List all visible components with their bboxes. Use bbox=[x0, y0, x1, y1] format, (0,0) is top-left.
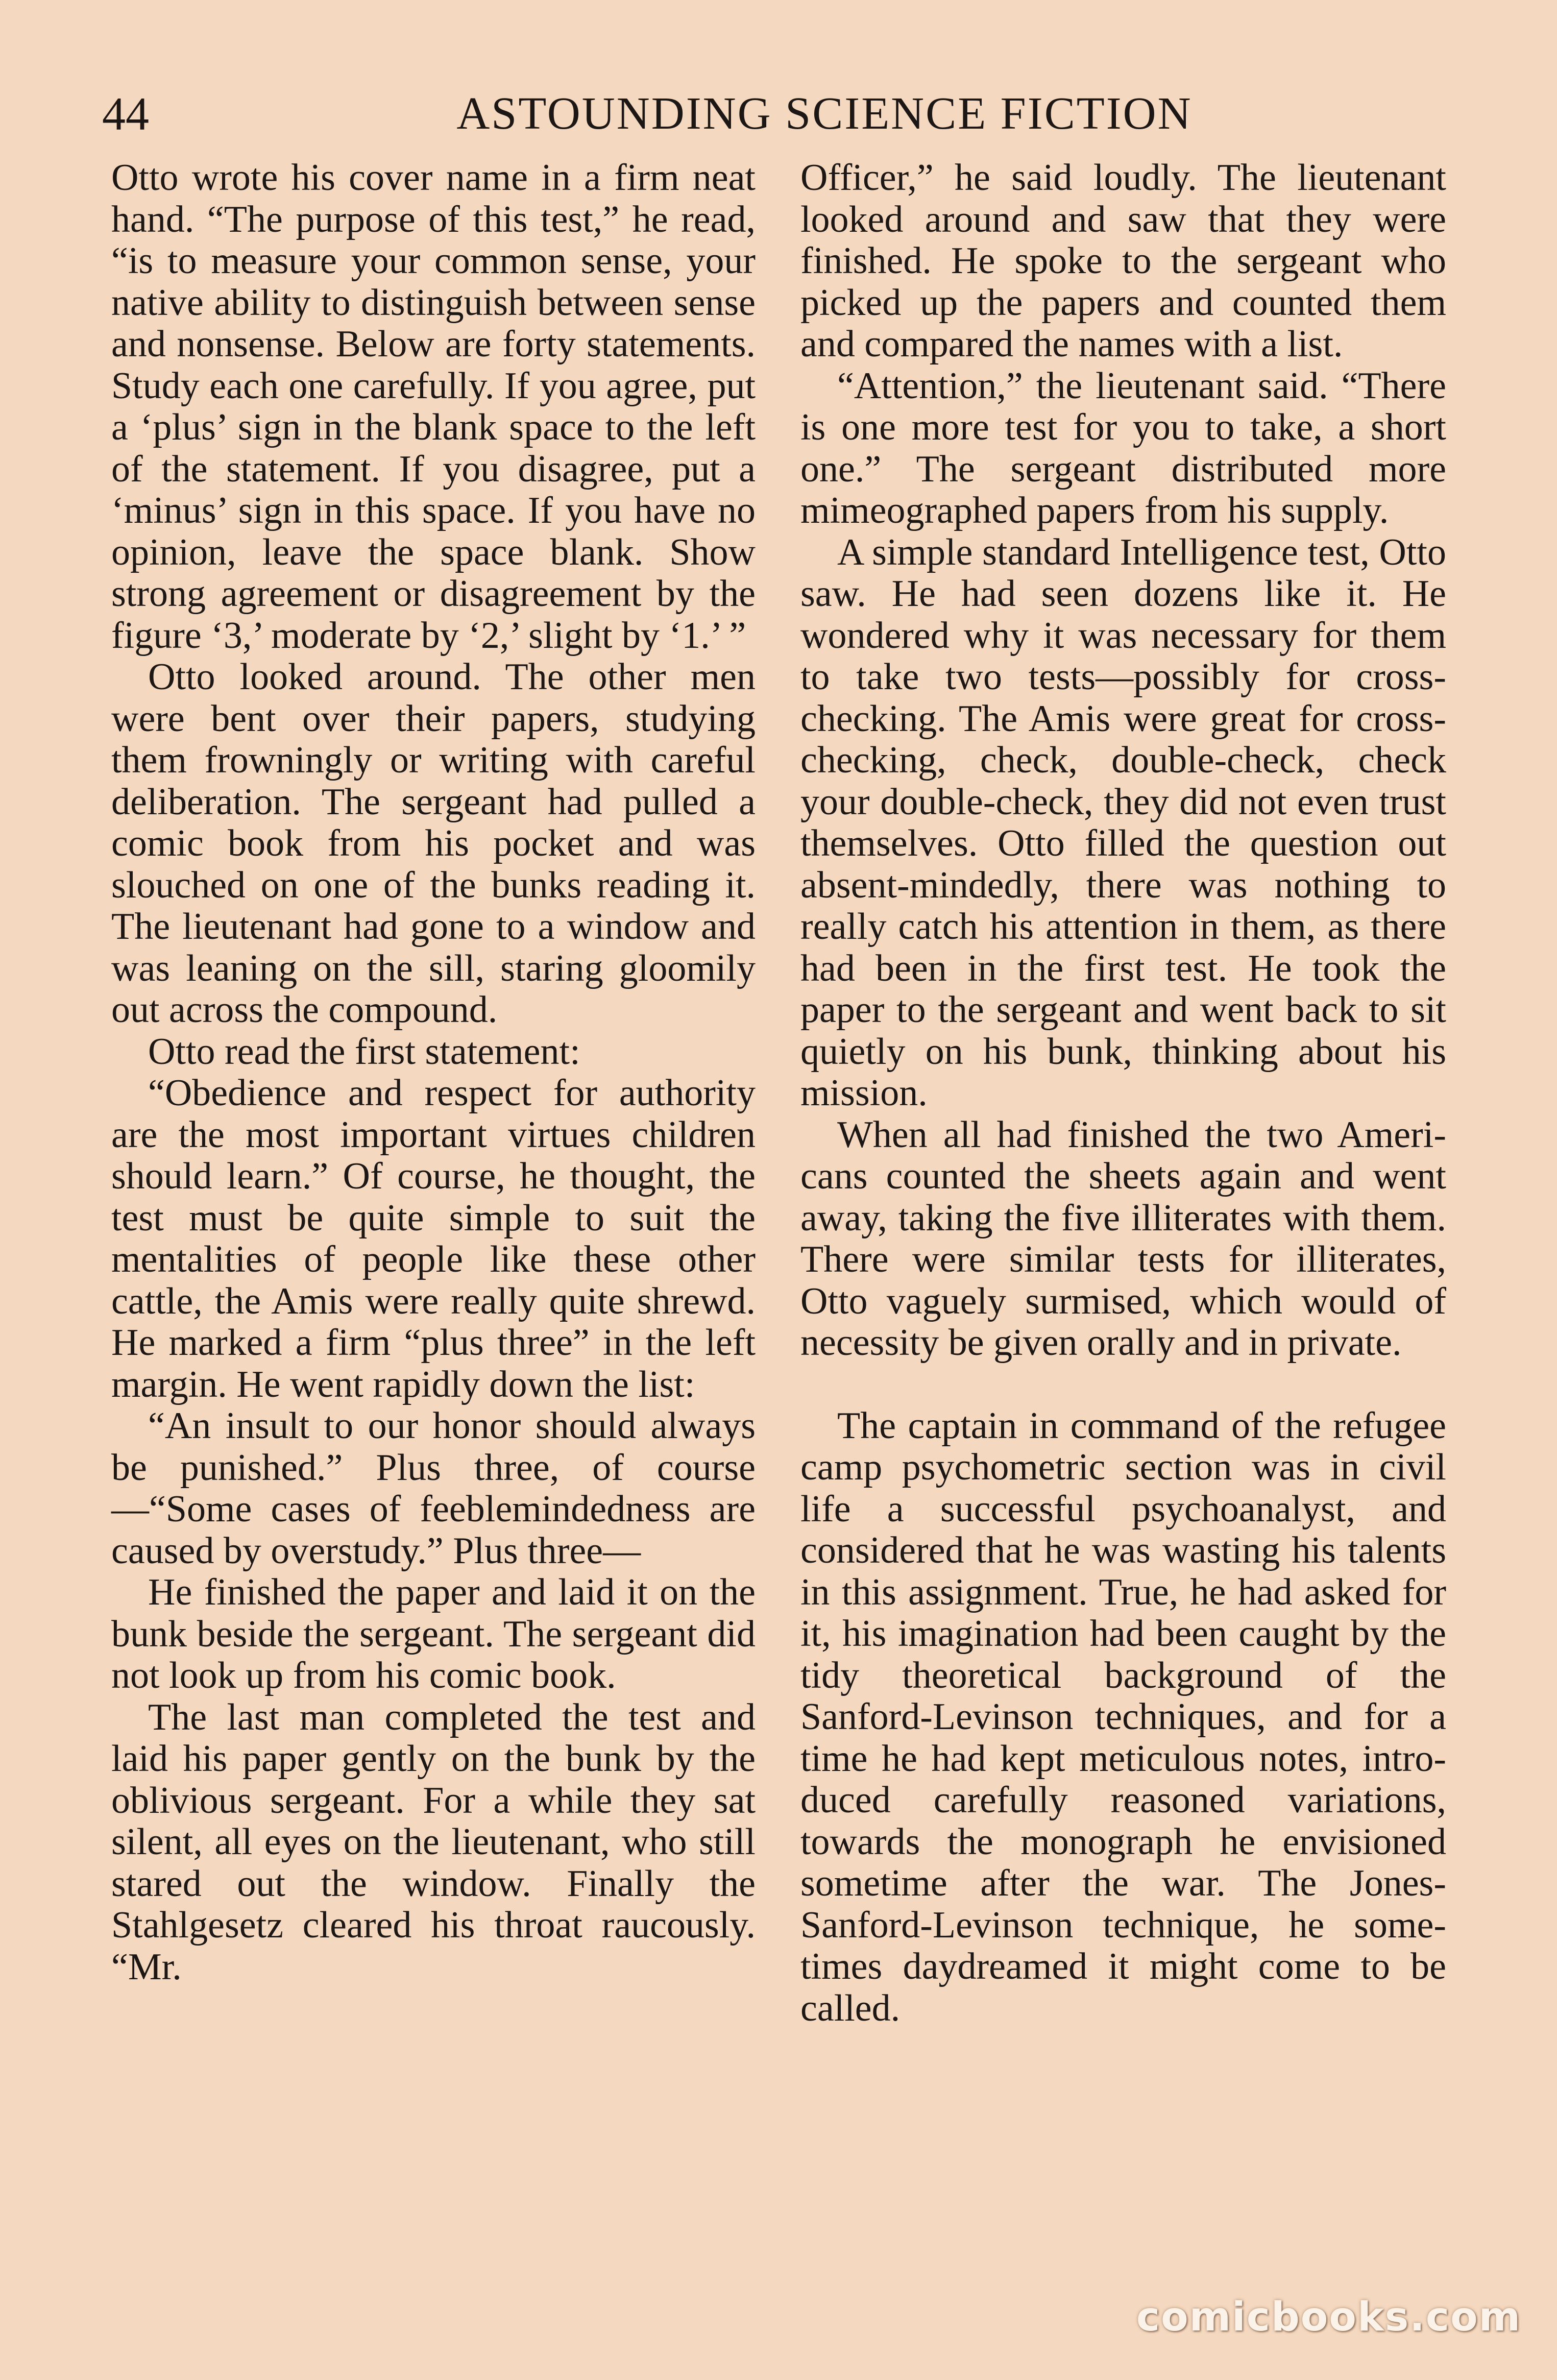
running-title: ASTOUNDING SCIENCE FICTION bbox=[456, 88, 1193, 139]
paragraph: Otto wrote his cover name in a firm neat hand. “The purpose of this test,” he read, “is to measure your common sense, your native ability to distinguish between sense and nonsense. Below are forty statements. Study each one carefully. If you agree, put a ‘plus’ sign in the blank space to the left of the statement. If you disagree, put a ‘minus’ sign in this space. If you have no opinion, leave the space blank. Show strong agreement or disagreement by the figure ‘3,’ moderate by ‘2,’ slight by ‘1.’ ” bbox=[111, 157, 756, 657]
paragraph: A simple standard Intelligence test, Otto saw. He had seen dozens like it. He wondered why it was necessary for them to take two tests—possibly for cross-checking. The Amis were great for cross-checking, check, double-check, check your double-check, they did not even trust themselves. Otto filled the question out absent-mindedly, there was nothing to really catch his attention in them, as there had been in the first test. He took the paper to the sergeant and went back to sit quietly on his bunk, thinking about his mission. bbox=[800, 531, 1446, 1114]
paragraph: The last man completed the test and laid his paper gently on the bunk by the oblivious sergeant. For a while they sat silent, all eyes on the lieutenant, who still stared out the window. Finally the Stahlgesetz cleared his throat raucously. “Mr. bbox=[111, 1696, 756, 1988]
paragraph: When all had finished the two Americans counted the sheets again and went away, taking the five illiterates with them. There were similar tests for illiterates, Otto vaguely surmised, which would of necessity be given orally and in private. bbox=[800, 1113, 1446, 1364]
paragraph: He finished the paper and laid it on the bunk beside the sergeant. The sergeant did not look up from his comic book. bbox=[111, 1571, 756, 1696]
right-column bbox=[800, 157, 1446, 2029]
left-column bbox=[111, 157, 756, 1988]
paragraph: Otto read the first statement: bbox=[148, 1030, 580, 1073]
paragraph: “Obedience and respect for authority are the most important virtues children should learn.” Of course, he thought, the test must be quite simple to suit the mentalities of people like these other cattle, the Amis were really quite shrewd. He marked a firm “plus three” in the left margin. He went rapidly down the list: bbox=[111, 1072, 756, 1405]
page-number: 44 bbox=[102, 88, 149, 140]
paragraph: Officer,” he said loudly. The lieutenant looked around and saw that they were finished. He spoke to the sergeant who picked up the papers and counted them and compared the names with a list. bbox=[800, 157, 1446, 365]
watermark-logo: comicbooks.com bbox=[1136, 2294, 1521, 2340]
paragraph: The captain in command of the refugee camp psychometric section was in civil life a successful psychoanalyst, and considered that he was wasting his talents in this assignment. True, he had asked for it, his imagination had been caught by the tidy theoretical background of the Sanford-Levinson techniques, and for a time he had kept meticulous notes, introduced carefully reasoned variations, towards the monograph he envisioned sometime after the war. The Jones-Sanford-Levinson technique, he sometimes daydreamed it might come to be called. bbox=[800, 1404, 1446, 2029]
paragraph: “An insult to our honor should always be punished.” Plus three, of course—“Some cases of feeblemindedness are caused by overstudy.” Plus three— bbox=[111, 1405, 756, 1572]
page-header bbox=[102, 86, 1455, 142]
paragraph: Otto looked around. The other men were bent over their papers, studying them frowningly or writing with careful deliberation. The sergeant had pulled a comic book from his pocket and was slouched on one of the bunks reading it. The lieutenant had gone to a window and was leaning on the sill, staring gloomily out across the compound. bbox=[111, 656, 756, 1031]
paragraph: “Attention,” the lieutenant said. “There is one more test for you to take, a short one.” The sergeant distributed more mimeographed papers from his supply. bbox=[800, 365, 1446, 531]
